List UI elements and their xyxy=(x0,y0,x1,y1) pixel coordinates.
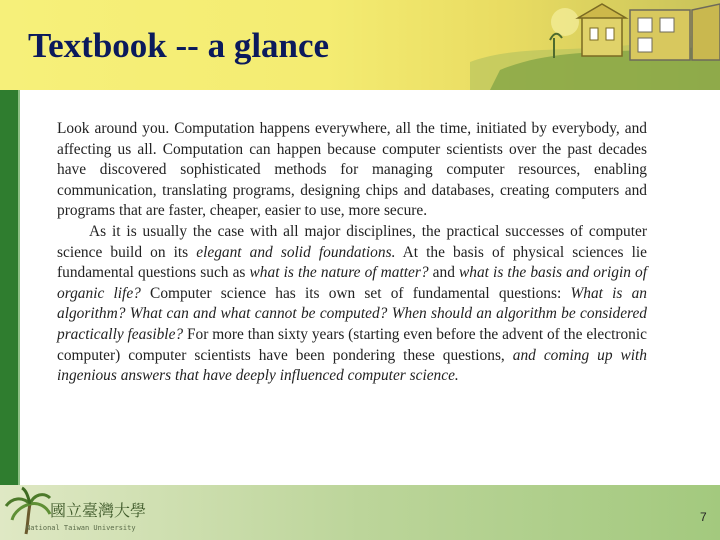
paragraph-2-emphasis-1: elegant and solid foundations. xyxy=(196,243,396,261)
paragraph-2-emphasis-4: What is an algorithm? What can and what cannot be computed? When should an algorithm be considered practically feasible? xyxy=(57,284,647,343)
paragraph-2-text-1: As it is usually the case with all major disciplines, the practical successes of computer science build on its xyxy=(57,222,647,261)
paragraph-2-emphasis-5: and coming up with ingenious answers that have deeply influenced computer science. xyxy=(57,346,648,385)
university-name-english: National Taiwan University xyxy=(26,524,136,532)
left-accent-line xyxy=(18,90,20,485)
campus-building-illustration-icon xyxy=(470,0,720,90)
university-name-chinese: 國立臺灣大學 xyxy=(50,501,147,520)
paragraph-1: Look around you. Computation happens everywhere, all the time, initiated by everybody, and affecting us all. Computation can happen because computer scientists over the past decades have discovered sophisticated methods for managing computer resources, enabling communication, translating programs, designing chips and databases, creating computers and programs that are faster, cheaper, easier to use, more secure. xyxy=(57,120,647,220)
paragraph-2-text-5: For more than sixty years (starting even before the advent of the electronic computer) computer scientists have been pondering these questions, xyxy=(57,325,647,364)
paragraph-2-emphasis-2: what is the nature of matter? xyxy=(249,264,429,282)
paragraph-2-text-2: At the basis of physical sciences lie fundamental questions such as xyxy=(57,243,648,282)
page-number: 7 xyxy=(700,510,707,524)
textbook-excerpt xyxy=(57,119,647,387)
paragraph-2-emphasis-3: what is the basis and origin of organic life? xyxy=(57,264,648,302)
slide-header xyxy=(0,0,720,90)
left-accent-bar xyxy=(0,90,20,485)
slide-title: Textbook -- a glance xyxy=(28,26,330,65)
paragraph-2-text-4: Computer science has its own set of fundamental questions: xyxy=(140,284,571,302)
paragraph-2 xyxy=(57,222,647,387)
paragraph-2-text-3: and xyxy=(428,264,460,282)
